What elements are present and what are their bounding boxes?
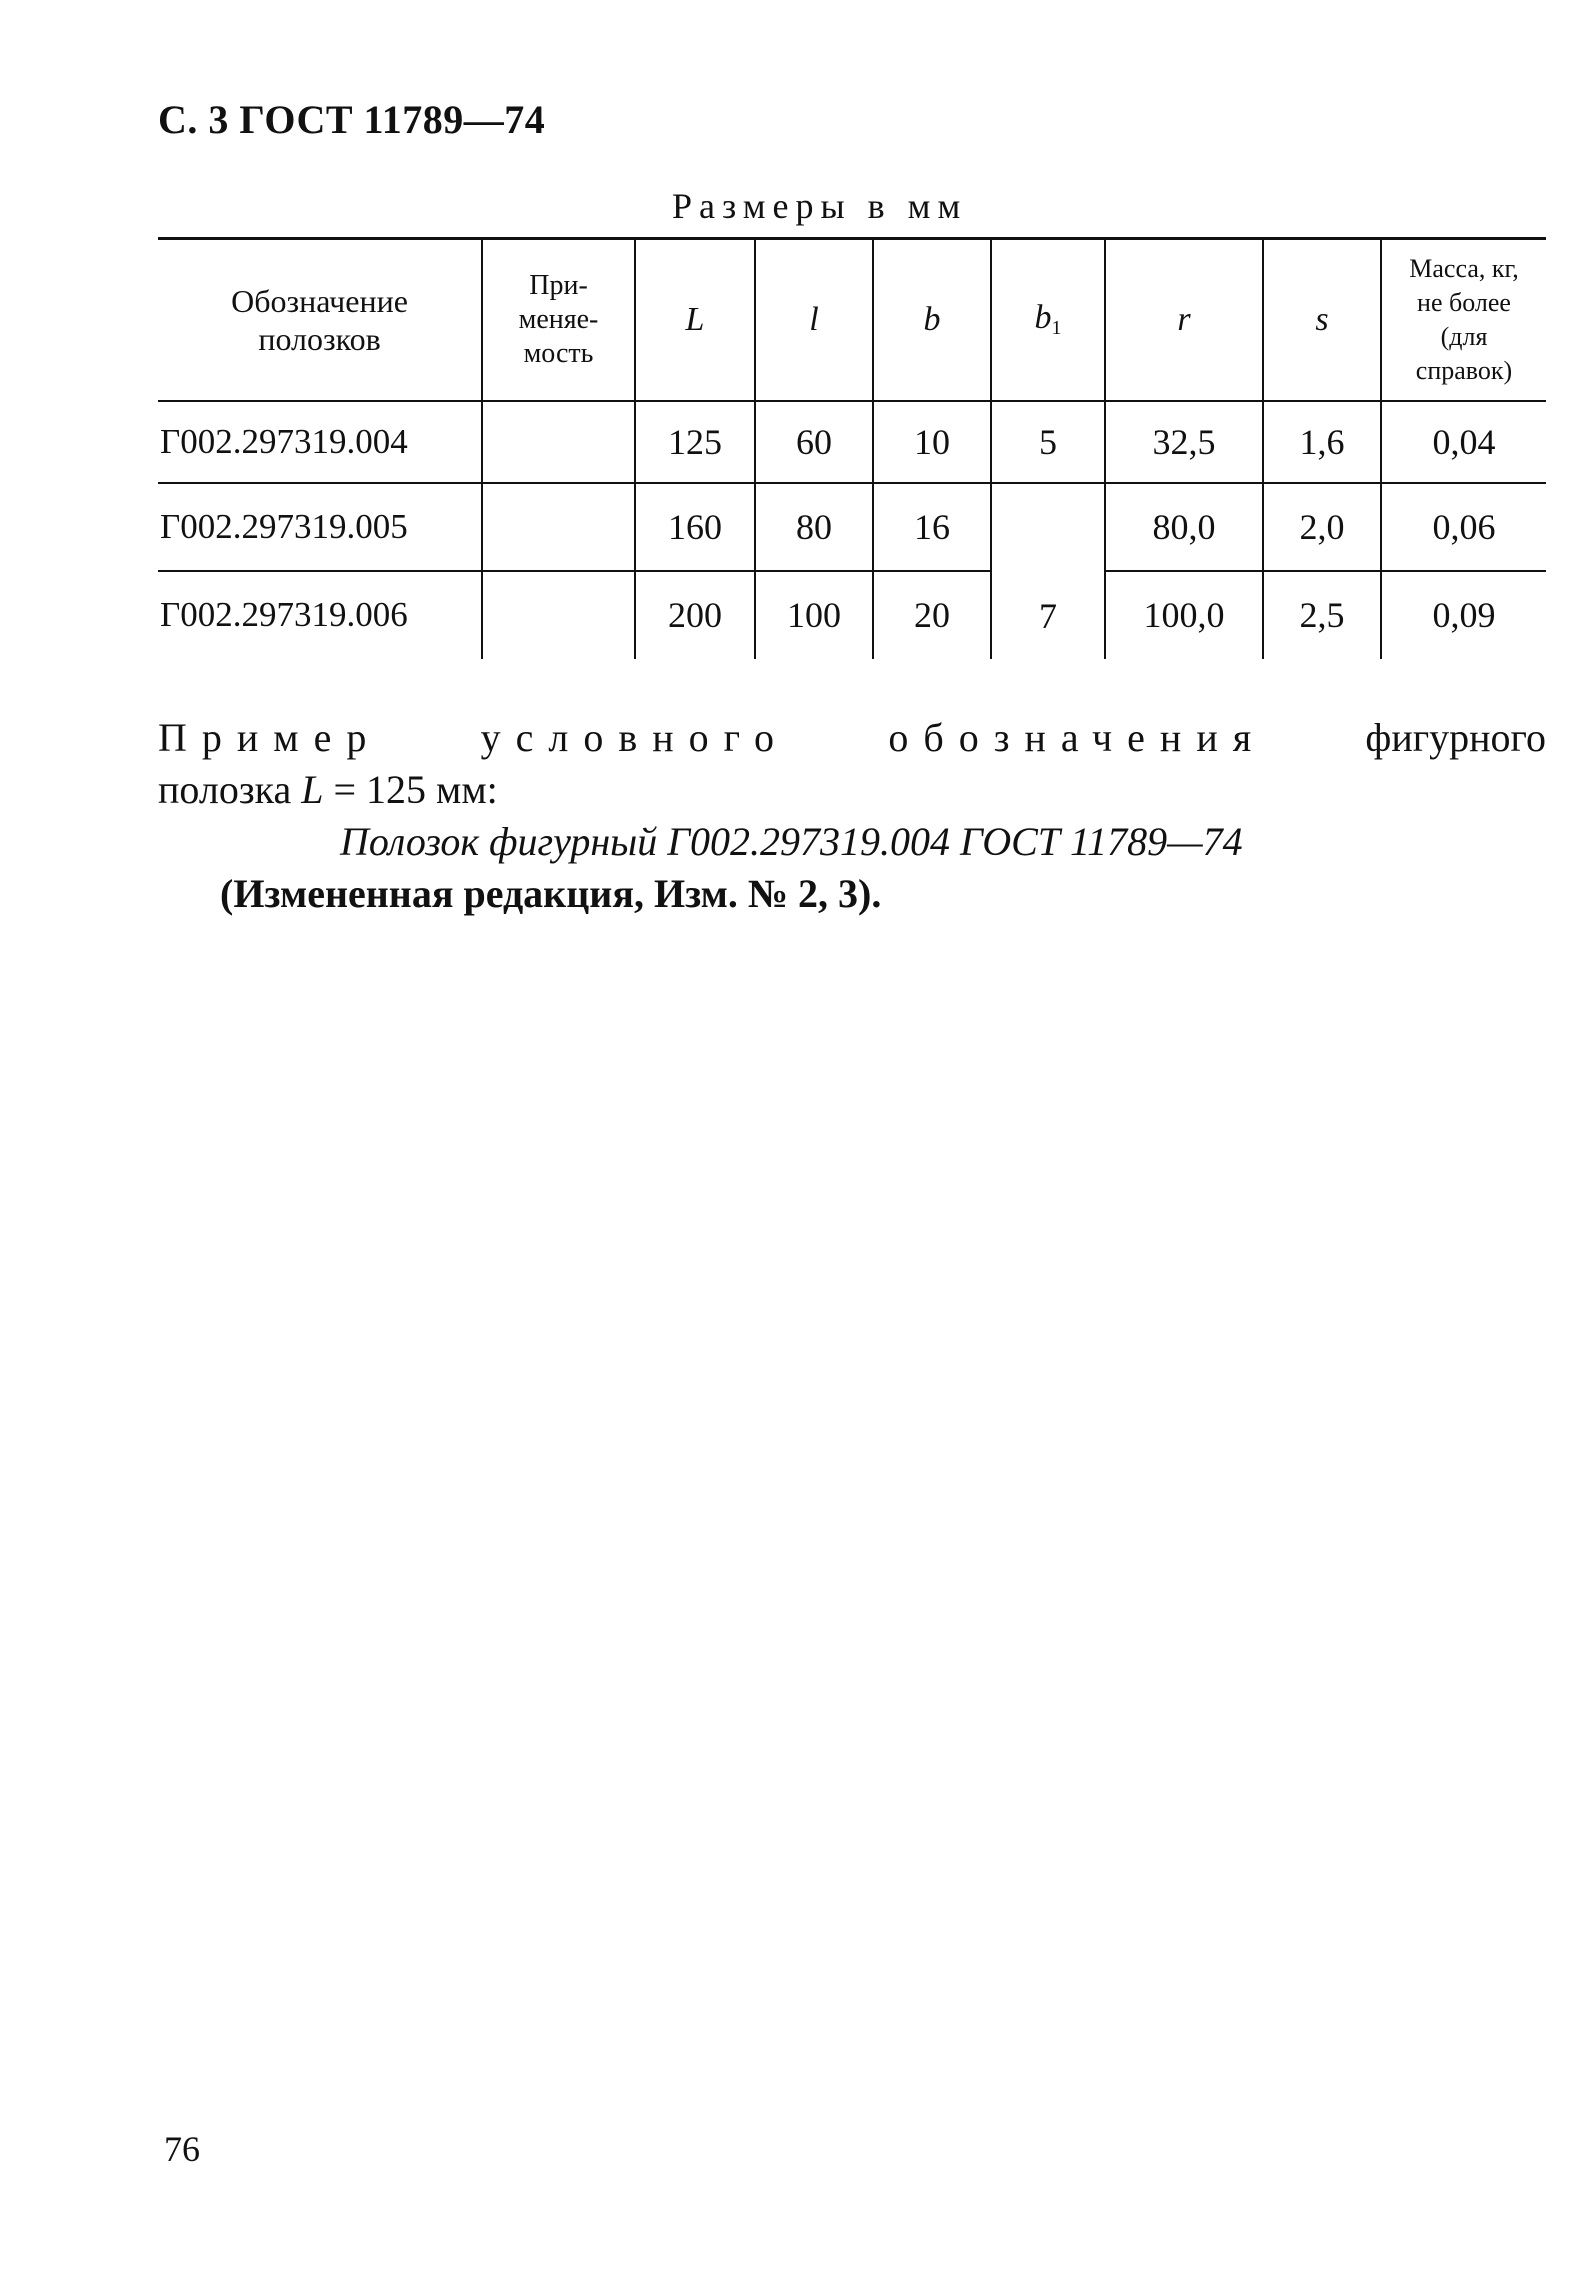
example-word: условного	[480, 715, 790, 760]
header-L: L	[635, 239, 755, 401]
example-prefix: полозка	[158, 767, 292, 812]
header-mass	[1381, 239, 1546, 401]
cell-b1: 5	[991, 401, 1105, 483]
header-mass-line: не более	[1417, 287, 1511, 317]
cell-applicability	[482, 571, 635, 659]
header-b1	[991, 239, 1105, 401]
cell-applicability	[482, 401, 635, 483]
example-word: Пример	[158, 715, 382, 760]
header-mass-line: (для	[1440, 321, 1488, 351]
cell-l: 80	[755, 483, 873, 571]
page-number: 76	[164, 2129, 200, 2169]
cell-mass: 0,04	[1381, 401, 1546, 483]
header-r: r	[1105, 239, 1263, 401]
cell-L: 125	[635, 401, 755, 483]
units-caption: Размеры в мм	[672, 186, 968, 226]
table-row	[158, 571, 1546, 659]
header-applicability-line: При-	[529, 269, 588, 301]
cell-r: 32,5	[1105, 401, 1263, 483]
cell-designation: Г002.297319.004	[160, 421, 408, 461]
example-section	[158, 712, 1546, 920]
header-b: b	[873, 239, 991, 401]
cell-designation: Г002.297319.006	[160, 595, 408, 634]
example-second-line	[158, 764, 1546, 816]
example-designation: Полозок фигурный Г002.297319.004 ГОСТ 11789—74	[340, 819, 1243, 864]
header-applicability-line: меняе-	[518, 303, 599, 335]
cell-l: 100	[755, 571, 873, 659]
header-designation-line: полозков	[258, 320, 381, 357]
dimensions-table	[158, 237, 1546, 659]
header-mass-line: Масса, кг,	[1409, 253, 1519, 283]
header-mass-line: справок)	[1415, 355, 1513, 385]
page-header: С. 3 ГОСТ 11789—74	[158, 97, 546, 142]
cell-applicability	[482, 483, 635, 571]
edition-note: (Измененная редакция, Изм. № 2, 3).	[220, 871, 882, 916]
example-symbol: L	[301, 767, 324, 812]
table-header-row	[158, 239, 1546, 401]
header-b1-subscript: 1	[1051, 317, 1062, 340]
cell-b: 16	[873, 483, 991, 571]
cell-b: 10	[873, 401, 991, 483]
cell-r: 100,0	[1105, 571, 1263, 659]
header-applicability-line: мость	[523, 337, 594, 369]
table-row	[158, 483, 1546, 571]
cell-b: 20	[873, 571, 991, 659]
header-designation	[158, 239, 482, 401]
cell-mass: 0,06	[1381, 483, 1546, 571]
header-b1-main: b	[1034, 299, 1052, 337]
cell-L: 200	[635, 571, 755, 659]
header-l: l	[755, 239, 873, 401]
cell-s: 1,6	[1263, 401, 1381, 483]
cell-s: 2,5	[1263, 571, 1381, 659]
cell-L: 160	[635, 483, 755, 571]
example-intro-line	[158, 712, 1546, 764]
example-word: фигурного	[1365, 715, 1546, 760]
example-suffix: = 125 мм:	[333, 767, 498, 812]
cell-r: 80,0	[1105, 483, 1263, 571]
cell-b1-merged: 7	[991, 483, 1105, 659]
header-designation-line: Обозначение	[231, 282, 408, 319]
example-word: обозначения	[888, 715, 1267, 760]
cell-designation: Г002.297319.005	[160, 506, 408, 546]
header-s: s	[1263, 239, 1381, 401]
cell-mass: 0,09	[1381, 571, 1546, 659]
header-applicability	[482, 239, 635, 401]
table-row	[158, 401, 1546, 483]
cell-s: 2,0	[1263, 483, 1381, 571]
cell-l: 60	[755, 401, 873, 483]
